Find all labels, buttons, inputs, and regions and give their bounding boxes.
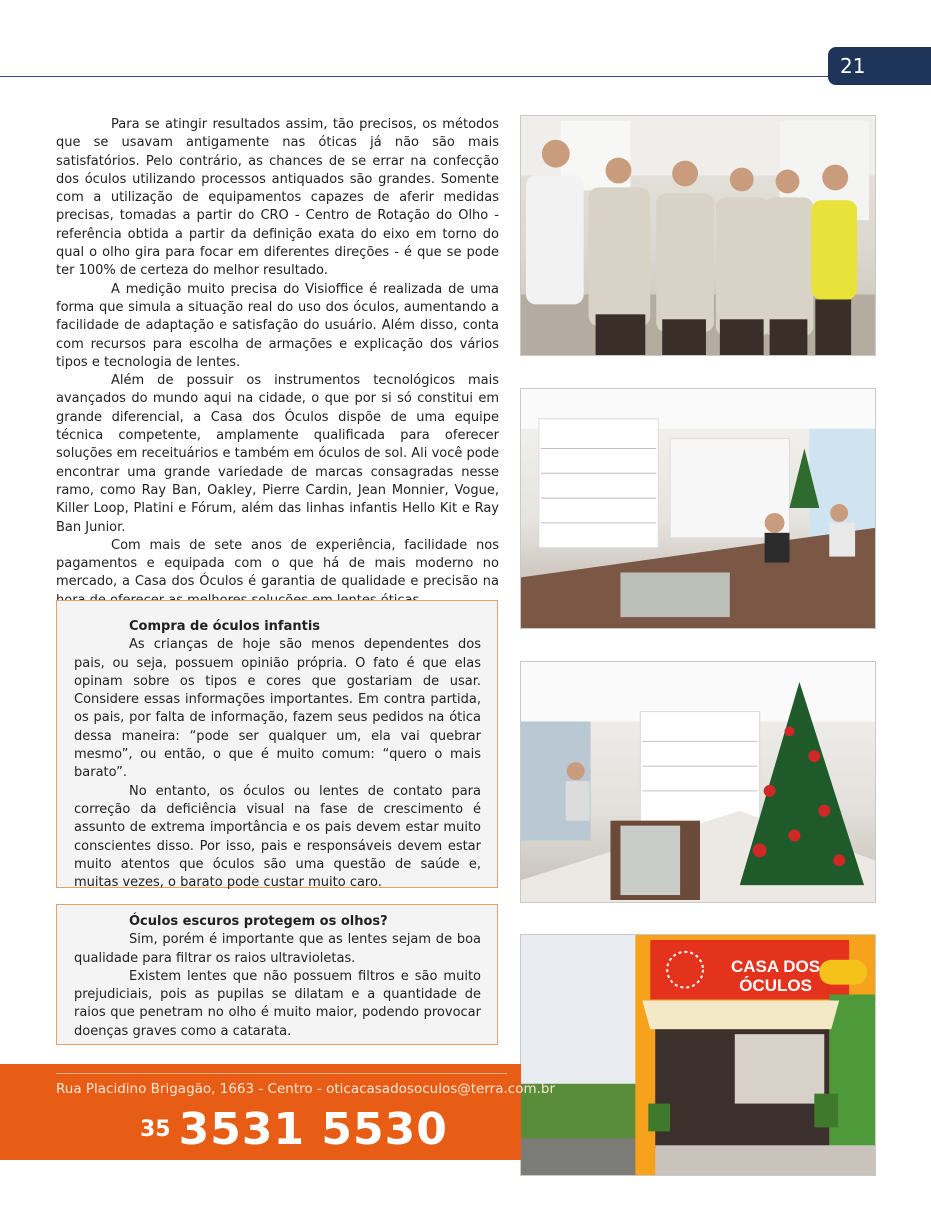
box-title: Compra de óculos infantis [129, 619, 321, 634]
storefront-sign-line1: CASA DOS [731, 957, 821, 976]
storefront-sign [731, 957, 820, 995]
staff-photo [520, 115, 876, 356]
article-paragraph: Com mais de sete anos de experiência, facilidade nos pagamentos e equipada com o que há de mais moderno no mercado, a Casa dos Óculos é garantia de qualidade e precisão na [56, 537, 499, 590]
footer-rule [56, 1073, 507, 1074]
page-number: 21 [828, 47, 931, 85]
storefront-photo [520, 934, 876, 1176]
footer-phone [140, 1104, 448, 1155]
box-title: Óculos escuros protegem os olhos? [129, 914, 388, 929]
storefront-sign-line2: ÓCULOS [739, 976, 812, 995]
sidebar-box-kids-glasses [56, 600, 498, 891]
article-paragraph: Além de possuir os instrumentos tecnológicos mais avançados do mundo aqui na cidade, o que por si só constitui em grande diferencial, a Casa dos Óculos dispõe de uma equipe técnica competente, amplamente qualificada para oferecer soluções em receituários e também em óculos de sol. Ali você pode encontrar uma grande variedade de marcas consagradas nesse ramo, como Ray Ban, Oakley, Pierre Cardin, Jean Monnier, Vogue, Killer Loop, Platini e Fórum, além das linhas infantis Hello Kit e Ray Ban Junior. [56, 373, 499, 535]
footer-address: Rua Placidino Brigagão, 1663 - Centro - oticacasadosoculos@terra.com.br [56, 1081, 556, 1097]
box-paragraph: Existem lentes que não possuem filtros e são muito prejudiciais, pois as pupilas se dilatam e a quantidade de raios que penetram no olho é muito maior, podendo provocar doenças graves como a catarata. [74, 968, 481, 1039]
store-christmas-photo [520, 661, 876, 903]
box-paragraph: Sim, porém é importante que as lentes sejam de boa qualidade para filtrar os raios ultravioletas. [74, 932, 481, 966]
store-interior-photo [520, 388, 876, 629]
main-article [56, 116, 499, 610]
phone-number: 3531 5530 [178, 1104, 448, 1155]
box-paragraph: As crianças de hoje são menos dependentes dos pais, ou seja, possuem opinião própria. O fato é que elas opinam sobre os tipos e cores que gostariam de usar. Considere essas informações importantes. Em contra partida, os pais, por falta de informação, fazem seus pedidos na ótica dessa maneira: “pode ser qualquer um, ela vai quebrar mesmo”, ou então, o que é muito comum: “quero o mais barato”. [74, 637, 481, 781]
phone-area-code: 35 [140, 1117, 171, 1142]
article-paragraph: Para se atingir resultados assim, tão precisos, os métodos que se usavam antigamente nas óticas já não são mais satisfatórios. Pelo contrário, as chances de se errar na confecção dos óculos utilizando processos antiquados são grandes. Somente com a utilização de equipamentos capazes de aferir medidas precisas, tomadas a partir do CRO - Centro de Rotação do Olho - referência obtida a partir da definição exata do eixo em torno do qual o olho gira para focar em diferentes direções - é que se pode ter 100% de certeza do melhor resultado. [56, 117, 499, 279]
sidebar-box-sunglasses [56, 904, 498, 1045]
box-paragraph: No entanto, os óculos ou lentes de contato para correção da deficiência visual na fase de crescimento é assunto de extrema importância e os pais devem estar muito conscientes disso. Por isso, pais e responsáveis devem estar muito atentos que óculos são uma questão de saúde e, muitas vezes, o barato pode custar muito caro. [74, 783, 481, 891]
article-paragraph: A medição muito precisa do Visioffice é realizada de uma forma que simula a situação real do uso dos óculos, aumentando a facilidade de adaptação e satisfação do usuário. Além disso, conta com recursos para escolha de armações e explicação dos vários tipos e tecnologia de lentes. [56, 281, 499, 370]
header-rule [0, 76, 828, 77]
